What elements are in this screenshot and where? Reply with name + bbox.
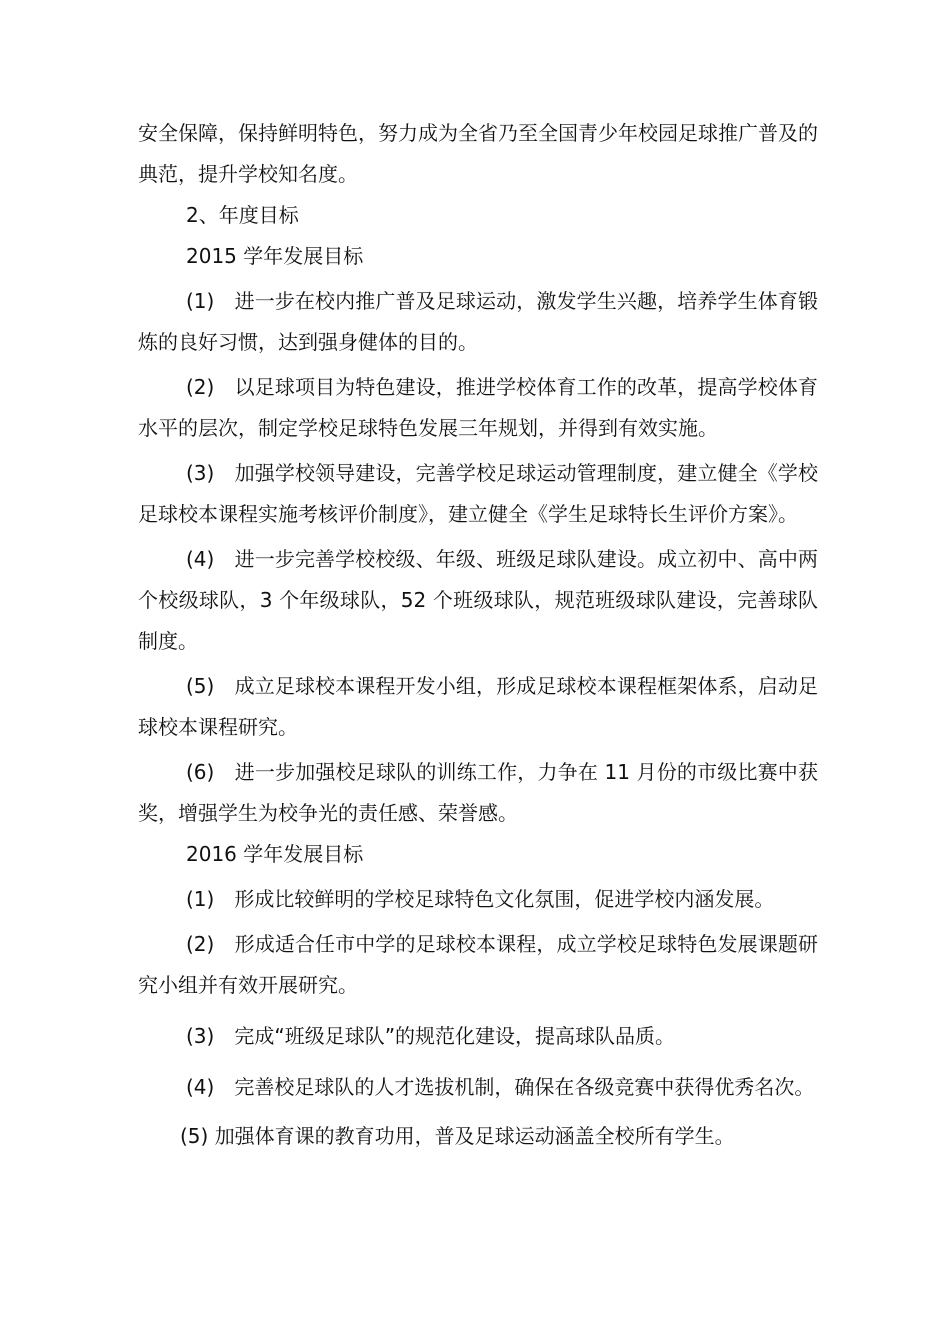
list-item-2016-2: (2) 形成适合任市中学的足球校本课程，成立学校足球特色发展课题研究小组并有效开展研究。: [138, 932, 818, 997]
document-body: [138, 113, 818, 1157]
heading-annual-goals: 2、年度目标: [186, 203, 299, 227]
list-item-2016-3: (3) 完成“班级足球队”的规范化建设，提高球队品质。: [186, 1024, 676, 1048]
heading-2015-goals: 2015 学年发展目标: [186, 244, 364, 268]
list-item-2015-4: (4) 进一步完善学校校级、年级、班级足球队建设。成立初中、高中两个校级球队，3 个年级球队，52 个班级球队，规范班级球队建设，完善球队制度。: [138, 547, 818, 653]
list-item-2016-4: (4) 完善校足球队的人才选拔机制，确保在各级竞赛中获得优秀名次。: [186, 1075, 815, 1099]
list-item-2015-1: (1) 进一步在校内推广普及足球运动，激发学生兴趣，培养学生体育锻炼的良好习惯，达到强身健体的目的。: [138, 289, 818, 354]
list-item-2015-2: (2) 以足球项目为特色建设，推进学校体育工作的改革，提高学校体育水平的层次，制定学校足球特色发展三年规划，并得到有效实施。: [138, 375, 818, 440]
list-item-2015-3: (3) 加强学校领导建设，完善学校足球运动管理制度，建立健全《学校足球校本课程实施考核评价制度》，建立健全《学生足球特长生评价方案》。: [138, 461, 818, 526]
list-item-2016-1: (1) 形成比较鲜明的学校足球特色文化氛围，促进学校内涵发展。: [186, 887, 775, 911]
list-item-2015-5: (5) 成立足球校本课程开发小组，形成足球校本课程框架体系，启动足球校本课程研究。: [138, 674, 818, 739]
paragraph-intro: 安全保障，保持鲜明特色，努力成为全省乃至全国青少年校园足球推广普及的典范，提升学校知名度。: [138, 121, 818, 186]
heading-2016-goals: 2016 学年发展目标: [186, 842, 364, 866]
list-item-2015-6: (6) 进一步加强校足球队的训练工作，力争在 11 月份的市级比赛中获奖，增强学生为校争光的责任感、荣誉感。: [138, 760, 818, 825]
list-item-2016-5: (5) 加强体育课的教育功用，普及足球运动涵盖全校所有学生。: [180, 1124, 735, 1148]
